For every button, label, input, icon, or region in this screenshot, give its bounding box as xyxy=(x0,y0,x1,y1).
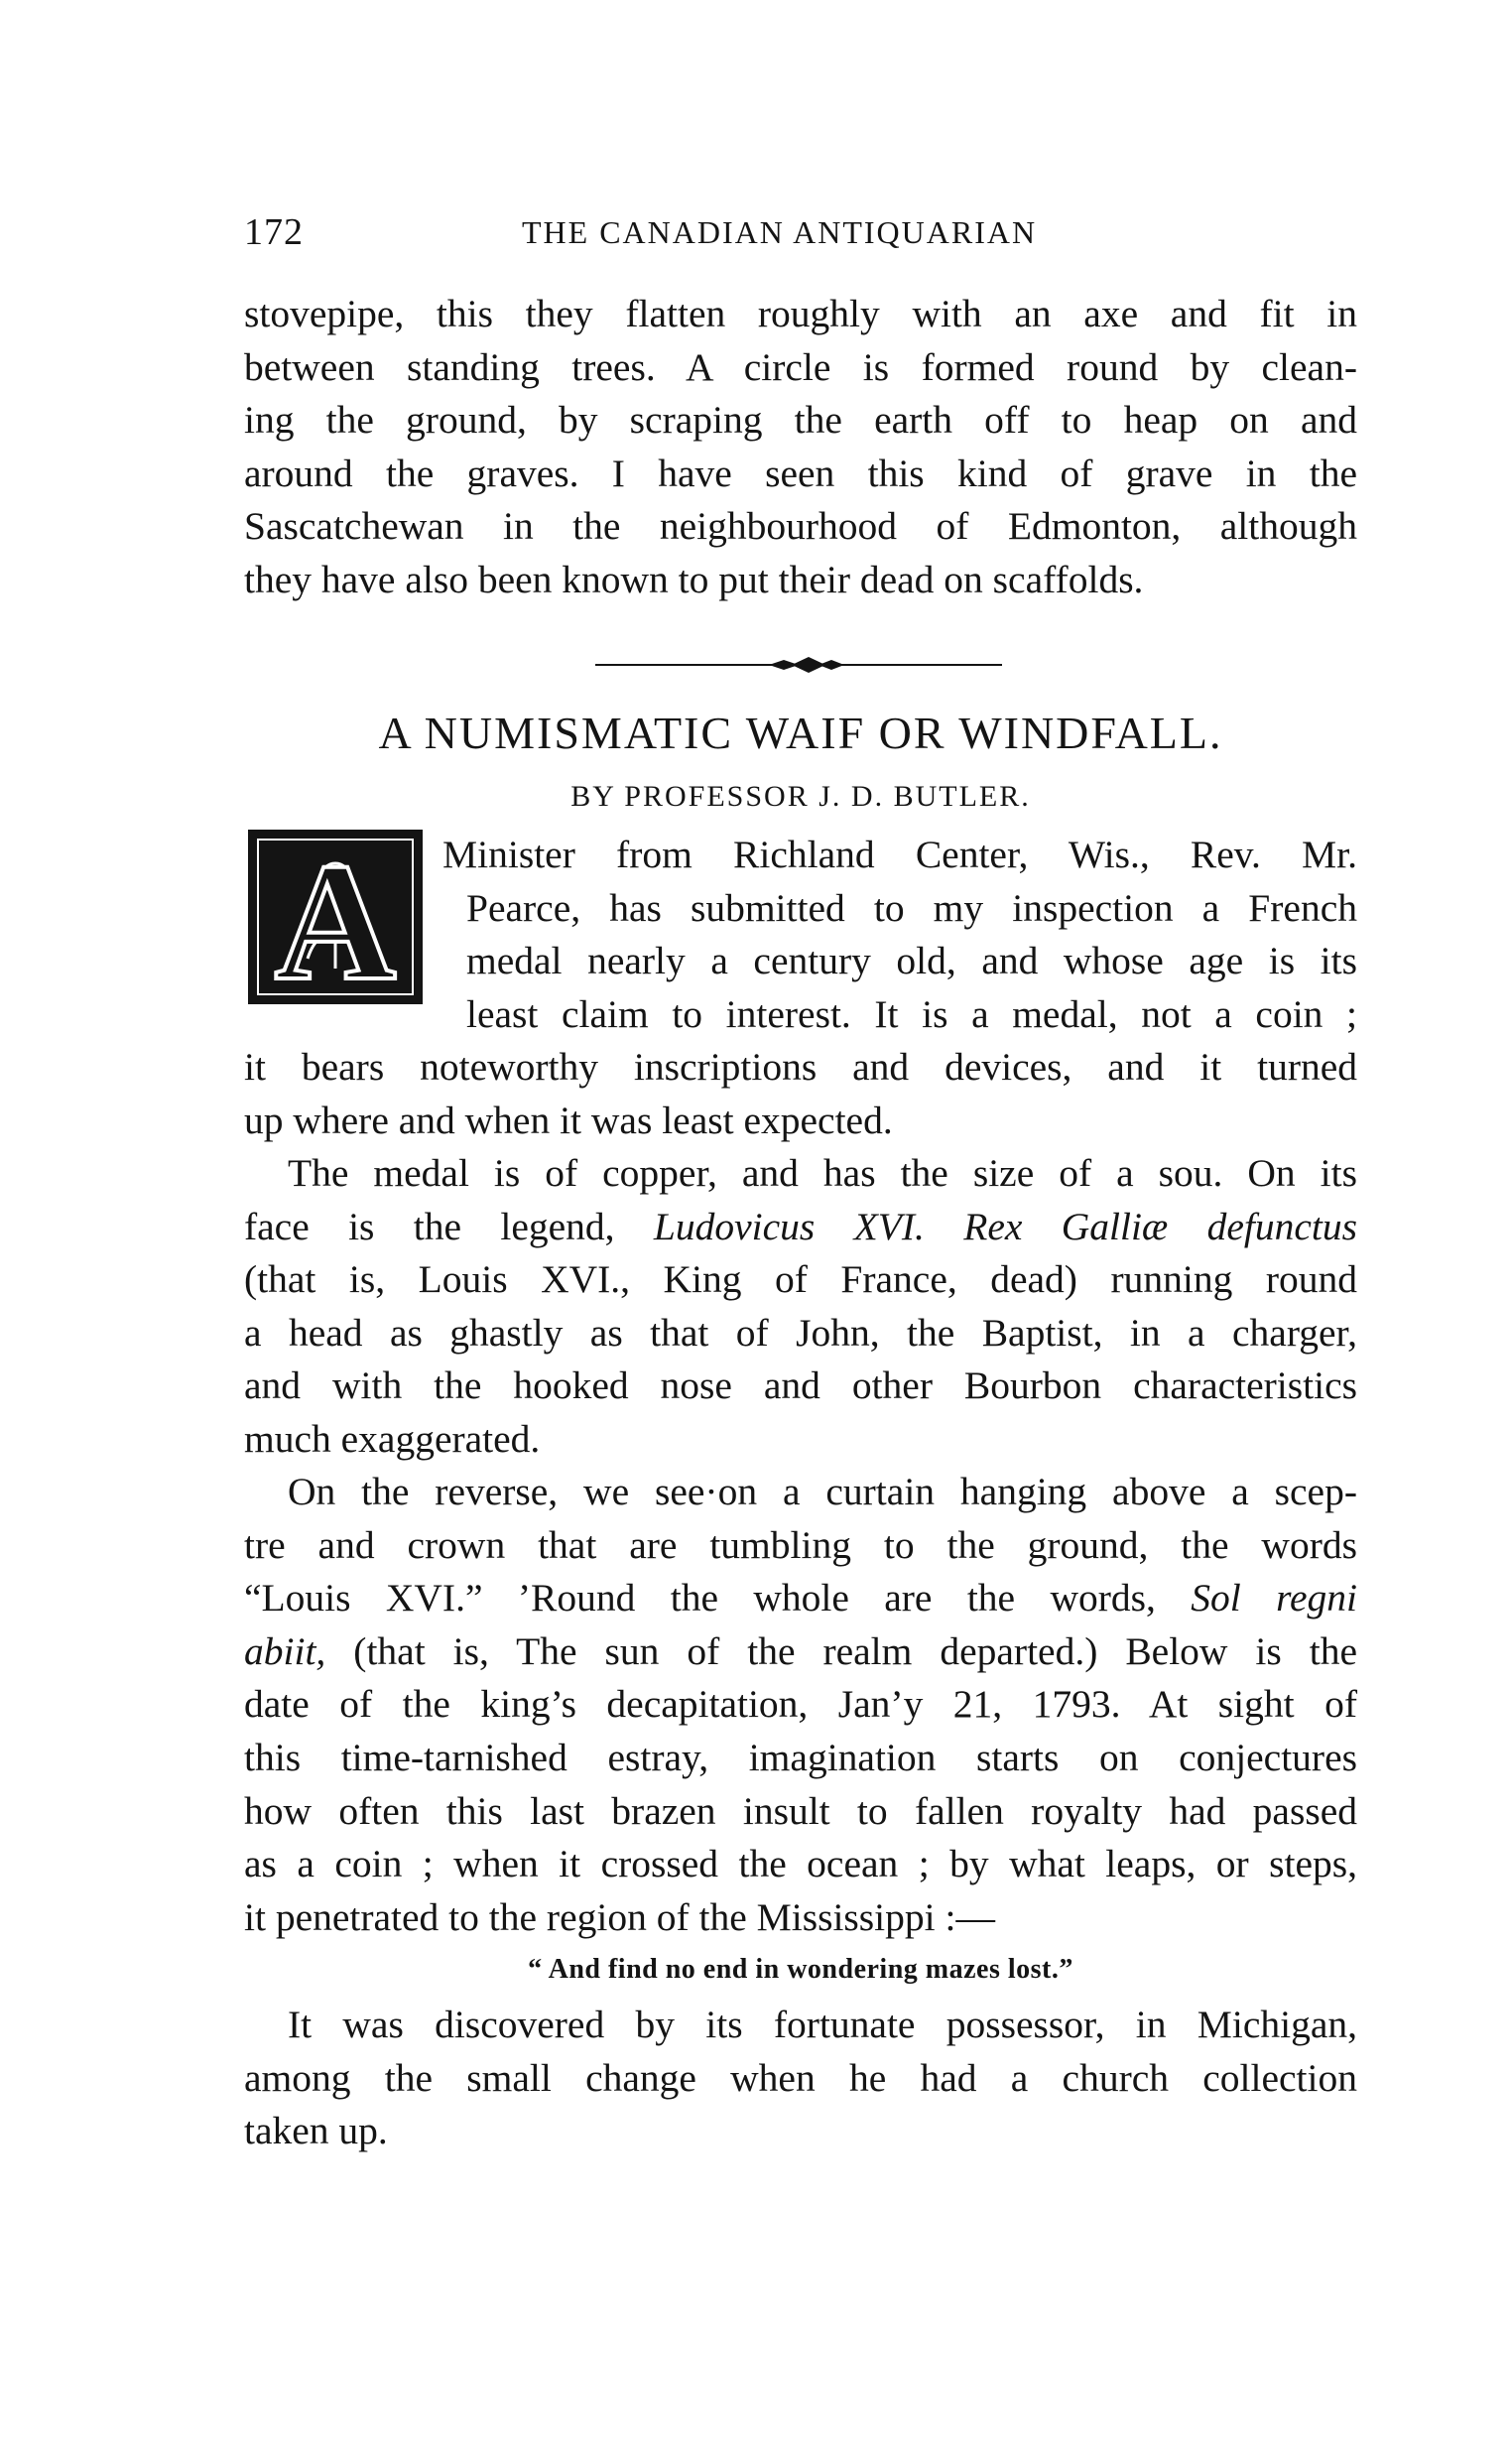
text-line: and with the hooked nose and other Bourbon characteristics xyxy=(244,1363,1357,1408)
latin-phrase: Sol regni xyxy=(1191,1576,1358,1620)
text-line: they have also been known to put their dead on scaffolds. xyxy=(244,557,1144,601)
text-line: medal nearly a century old, and whose age is its xyxy=(466,939,1357,983)
text-line: face is the legend, Ludovicus XVI. Rex Galliæ defunctus xyxy=(244,1204,1357,1248)
ornamental-divider xyxy=(595,655,1002,675)
text-line: (that is, Louis XVI., King of France, dead) running round xyxy=(244,1257,1357,1302)
paragraph-1 xyxy=(244,829,1357,1148)
paragraph-4 xyxy=(244,1999,1357,2158)
article-title: A NUMISMATIC WAIF OR WINDFALL. xyxy=(378,708,1223,758)
text-line: abiit, (that is, The sun of the realm departed.) Below is the xyxy=(244,1628,1357,1673)
text-line: among the small change when he had a church collection xyxy=(244,2055,1357,2100)
latin-phrase: abiit, xyxy=(244,1628,326,1673)
text-line: stovepipe, this they flatten roughly with an axe and fit in xyxy=(244,292,1357,335)
paragraph-2 xyxy=(244,1147,1357,1467)
page-header xyxy=(244,210,1357,260)
text-line: taken up. xyxy=(244,2109,388,2153)
quotation: “ And find no end in wondering mazes lost.” xyxy=(528,1954,1073,1985)
text-line: it bears noteworthy inscriptions and devices, and it turned xyxy=(244,1045,1357,1090)
text-line: as a coin ; when it crossed the ocean ; by what leaps, or steps, xyxy=(244,1842,1357,1886)
text-line: a head as ghastly as that of John, the Baptist, in a charger, xyxy=(244,1310,1357,1355)
page-number: 172 xyxy=(244,211,304,253)
text-line: Sascatchewan in the neighbourhood of Edmonton, although xyxy=(244,504,1357,549)
quotation-block xyxy=(244,1945,1357,1995)
initial-letter-glyph: A xyxy=(274,830,397,1004)
text-line: much exaggerated. xyxy=(244,1416,541,1461)
text-line: it penetrated to the region of the Mississippi :— xyxy=(244,1894,995,1939)
text-line: The medal is of copper, and has the size of a sou. On its xyxy=(288,1151,1357,1195)
text-line: “Louis XVI.” ’Round the whole are the words, Sol regni xyxy=(244,1576,1358,1620)
text-line: this time-tarnished estray, imagination starts on conjectures xyxy=(244,1735,1357,1779)
text-line: On the reverse, we see·on a curtain hanging above a scep- xyxy=(288,1470,1357,1513)
article-byline: BY PROFESSOR J. D. BUTLER. xyxy=(570,780,1031,813)
continuation-paragraph xyxy=(244,288,1357,607)
text-line: Pearce, has submitted to my inspection a French xyxy=(466,885,1357,930)
text-line: around the graves. I have seen this kind of grave in the xyxy=(244,451,1357,495)
latin-legend: Ludovicus XVI. Rex Galliæ defunctus xyxy=(653,1204,1357,1248)
text-line: date of the king’s decapitation, Jan’y 21, 1793. At sight of xyxy=(244,1682,1357,1727)
paragraph-3 xyxy=(244,1466,1357,1944)
text-line: ing the ground, by scraping the earth off to heap on and xyxy=(244,398,1357,443)
text-line: how often this last brazen insult to fallen royalty had passed xyxy=(244,1788,1357,1833)
text-line: up where and when it was least expected. xyxy=(244,1098,893,1142)
text-line: Minister from Richland Center, Wis., Rev. Mr. xyxy=(442,833,1357,876)
text-line: between standing trees. A circle is formed round by clean- xyxy=(244,344,1357,389)
running-head: THE CANADIAN ANTIQUARIAN xyxy=(522,214,1038,250)
text-line: least claim to interest. It is a medal, not a coin ; xyxy=(466,991,1357,1036)
text-line: tre and crown that are tumbling to the ground, the words xyxy=(244,1522,1357,1567)
text-line: It was discovered by its fortunate possessor, in Michigan, xyxy=(288,2003,1357,2046)
